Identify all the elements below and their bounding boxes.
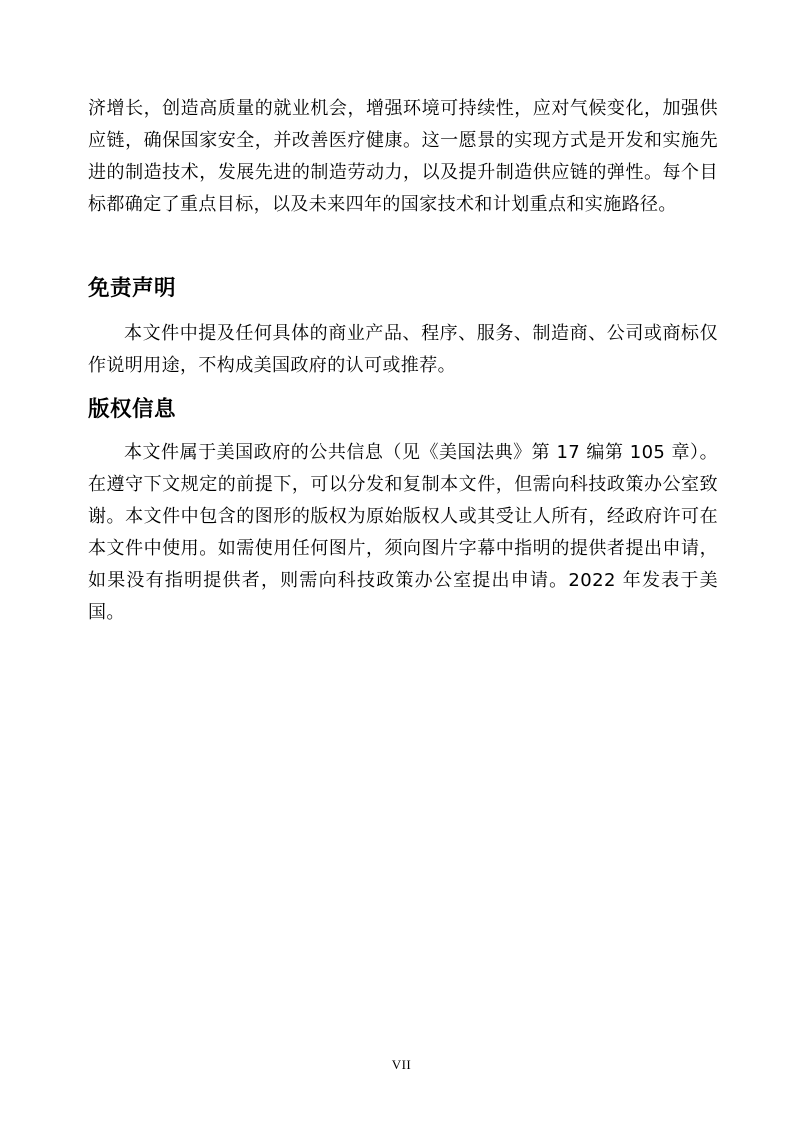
copyright-heading: 版权信息 [88,397,177,422]
disclaimer-heading: 免责声明 [88,276,177,301]
copyright-paragraph: 本文件属于美国政府的公共信息（见《美国法典》第 17 编第 105 章）。在遵守下文规定的前提下，可以分发和复制本文件，但需向科技政策办公室致谢。本文件中包含的图形的版权为原始版权人或其受让人所有，经政府许可在本文件中使用。如需使用任何图片，须向图片字幕中指明的提供者提出申请，如果没有指明提供者，则需向科技政策办公室提出申请。2022 年发表于美国。 [88,442,718,623]
page-number: VII [391,1057,412,1072]
disclaimer-paragraph: 本文件中提及任何具体的商业产品、程序、服务、制造商、公司或商标仅作说明用途，不构成美国政府的认可或推荐。 [88,323,718,376]
intro-paragraph: 济增长，创造高质量的就业机会，增强环境可持续性，应对气候变化，加强供应链，确保国家安全，并改善医疗健康。这一愿景的实现方式是开发和实施先进的制造技术，发展先进的制造劳动力，以及提升制造供应链的弹性。每个目标都确定了重点目标，以及未来四年的国家技术和计划重点和实施路径。 [88,98,718,215]
